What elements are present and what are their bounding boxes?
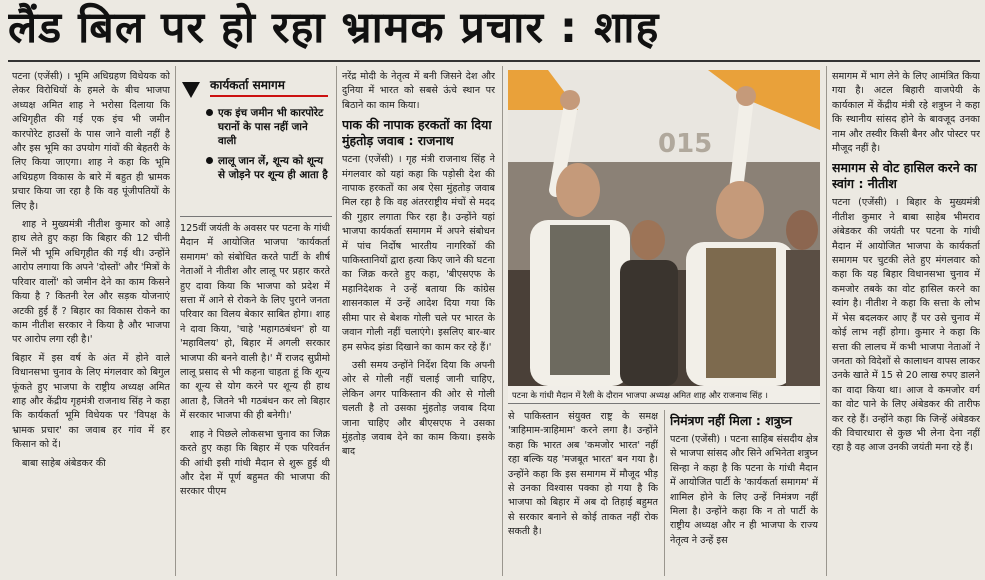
person-body [620, 260, 678, 386]
article-paragraph: बाबा साहेब अंबेडकर की [22, 457, 106, 469]
raised-hand [560, 90, 580, 110]
photo-caption: पटना के गांधी मैदान में रैली के दौरान भाजपा अध्यक्ष अमित शाह और राजनाथ सिंह । [508, 386, 820, 404]
article-paragraph: पटना (एजेंसी) । पटना साहिब संसदीय क्षेत्र से भाजपा सांसद और सिने अभिनेता शत्रुघ्न सिन्हा ने कहा है कि पटना के गांधी मैदान में आयोजित पार्टी के 'कार्यकर्ता समागम' में शामिल होने के लिए उन्हें निमंत्रण नहीं मिला है। उन्होंने कहा कि न तो पार्टी के राष्ट्रीय अध्यक्ष और न ही भाजपा के राज्य नेतृत्व ने उन्हें इस [670, 434, 818, 546]
highlight-bullet-text: एक इंच जमीन भी कारपोरेट घरानों के पास नहीं जाने वाली [218, 107, 324, 147]
vest [706, 248, 776, 378]
down-arrow-icon [182, 82, 200, 98]
banner-text: 015 [658, 129, 713, 159]
subheadline-shatrughan: निमंत्रण नहीं मिला : शत्रुघ्न [670, 413, 792, 428]
vest [550, 225, 610, 375]
highlights-title: कार्यकर्ता समागम [210, 76, 328, 97]
article-paragraph: पटना (एजेंसी) । गृह मंत्री राजनाथ सिंह ने मंगलवार को यहां कहा कि पड़ोसी देश की नापाक हरकतों का अब ऐसा मुंहतोड़ जवाब मिल रहा है कि वह अंतरराष्ट्रीय मंचों से मदद की गुहार लगाता फिर रहा है। उन्होंने यहां भाजपा कार्यकर्ता समागम में अपने संबोधन में पांच निर्दोष भारतीय नागरिकों की पाकिस्तानियों द्वारा हत्या किए जाने की घटना का जिक्र करते हुए कहा, 'बीएसएफ के महानिदेशक ने उन्हें बताया कि कांग्रेस शासनकाल में उन्हें आदेश दिया गया कि सीमा पार से बेशक गोली चले पर भारत के जवान गोली नहीं चलाएंगे। इसलिए बार-बार हम सफेद झंडा दिखाने का काम कर रहे हैं।' [342, 154, 495, 353]
article-paragraph: शाह ने मुख्यमंत्री नीतीश कुमार को आड़े हाथ लेते हुए कहा कि बिहार की 12 चीनी मिलें भी भूमि अधिगृहीत की गई थी। उन्होंने आरोप लगाया कि अपने 'दोस्तों' और 'मित्रों के परिवार वालों' को जमीन देने का काम किसने किया है ? कितनी रेल और सड़क योजनाएं अटकी हुई हैं ? बिहार का विकास रोकने का काम नीतीश सरकार ने किया है और भाजपा पर आरोप लगा रही है।' [12, 219, 170, 346]
rally-photo [508, 70, 820, 386]
bullet-dot-icon [206, 109, 213, 116]
article-column-6 [832, 70, 980, 575]
column-divider [336, 66, 337, 576]
article-paragraph: से पाकिस्तान संयुक्त राष्ट्र के समक्ष 'त्राहिमाम-त्राहिमाम' करने लगा है। उन्होंने कहा कि भारत अब 'कमजोर भारत' नहीं रहा बल्कि यह 'मजबूत भारत' बन गया है। उन्होंने कहा कि इस समागम में मौजूद भीड़ से उनका विश्वास पक्का हो गया है कि भाजपा को बिहार में अब दो तिहाई बहुमत से सरकार बनाने से कोई ताकत नहीं रोक सकती है। [508, 411, 658, 538]
highlight-bullet [218, 154, 328, 182]
article-paragraph: शाह ने पिछले लोकसभा चुनाव का जिक्र करते हुए कहा कि बिहार में एक परिवर्तन की आंधी इसी गांधी मैदान से शुरू हुई थी और देश में पूर्ण बहुमत की भाजपा की सरकार पीएम [180, 428, 330, 498]
column-divider [175, 66, 176, 576]
article-paragraph: नरेंद्र मोदी के नेतृत्व में बनी जिसने देश और दुनिया में भारत को सबसे ऊंचे स्थान पर बिठाने का काम किया। [342, 71, 495, 111]
person-head [716, 181, 764, 239]
highlights-box [180, 66, 332, 217]
person-head [631, 220, 665, 260]
person-head [786, 210, 818, 250]
subheadline-nitish: समागम से वोट हासिल करने का स्वांग : नीतीश [832, 160, 977, 192]
person-head [556, 163, 600, 217]
headline-rule [8, 60, 980, 62]
highlight-bullet [218, 106, 328, 148]
article-column-3 [342, 70, 495, 575]
article-paragraph: 125वीं जयंती के अवसर पर पटना के गांधी मैदान में आयोजित भाजपा 'कार्यकर्ता समागम' को संबोधित करते पार्टी के शीर्ष नेताओं ने नीतीश और लालू पर प्रहार करते हुए दावा किया कि भाजपा को प्रदेश में सत्ता में आने से रोकने के लिए पुराने जनता परिवार का विलय बेकार साबित होगा। शाह ने दावा किया, 'चाहे 'महागठबंधन' हो या 'महाविलय' हो, बिहार में अगली सरकार भाजपा की बनने वाली है।' मैं राजद सुप्रीमो लालू प्रसाद से भी कहना चाहता हूं कि शून्य का शून्य से योग करने पर शून्य ही हाथ आता है, जितने भी गठबंधन कर लो बिहार में सरकार भाजपा की ही बनेगी।' [180, 223, 330, 422]
raised-arm [736, 106, 746, 190]
article-paragraph: समागम में भाग लेने के लिए आमंत्रित किया गया है। अटल बिहारी वाजपेयी के कार्यकाल में केंद्रीय मंत्री रहे शत्रुघ्न ने कहा कि स्थानीय सांसद होने के बावजूद उनका नाम और तस्वीर किसी बैनर और पोस्टर पर मौजूद नहीं है। [832, 71, 980, 155]
article-column-5 [670, 410, 818, 575]
article-column-1 [12, 70, 170, 575]
article-paragraph: बिहार में इस वर्ष के अंत में होने वाले विधानसभा चुनाव के लिए मंगलवार को बिगुल फूंकते हुए भाजपा के राष्ट्रीय अध्यक्ष अमित शाह और केंद्रीय गृहमंत्री राजनाथ सिंह ने कहा कि कार्यकर्ता भूमि विधेयक पर 'विपक्ष के भ्रामक प्रचार' का जवाब हर गांव में हर किसान को दें। [12, 352, 170, 451]
subheadline-rajnath: पाक की नापाक हरकतों का दिया मुंहतोड़ जवाब : राजनाथ [342, 117, 492, 149]
raised-hand [736, 86, 756, 106]
column-divider [502, 66, 503, 576]
highlight-bullet-text: लालू जान लें, शून्य को शून्य से जोड़ने पर शून्य ही आता है [218, 155, 328, 181]
rally-photo-illustration [508, 70, 820, 386]
article-paragraph: उसी समय उन्होंने निर्देश दिया कि अपनी ओर से गोली नहीं चलाई जानी चाहिए, लेकिन अगर पाकिस्तान की ओर से गोली चलती है तो उसका मुंहतोड़ जवाब दिया जाना चाहिए और बीएसएफ ने उसका मुंहतोड़ जवाब देने का काम किया। इसके बाद [342, 359, 495, 458]
article-paragraph: पटना (एजेंसी) । बिहार के मुख्यमंत्री नीतीश कुमार ने बाबा साहेब भीमराव अंबेडकर की जयंती पर पटना के गांधी मैदान में आयोजित भाजपा के कार्यकर्ता समागम पर चुटकी लेते हुए मंगलवार को कहा कि यह बिहार विधानसभा चुनाव में कमजोर तबके का वोट हासिल करने का स्वांग है। नीतीश ने कहा कि सत्ता के लोभ में भेस बदलकर आए हैं पर उसे चुनाव में कोई लाभ नहीं होगा। कुमार ने कहा कि सत्ता की लालच में कभी भाजपा नेताओं ने जनता को विदेशों से कालाधन वापस लाकर उनके खाते में 15 से 20 लाख रुपए डालने का वादा किया था। आज वे कमजोर वर्ग का वोट पाने के लिए अंबेडकर की तारीफ कर रहे हैं। उन्होंने कहा कि जिन्हें अंबेडकर की विचारधारा से कुछ भी लेना देना नहीं रहा है वह आज उनकी जयंती मना रहे हैं। [832, 197, 980, 454]
column-divider [826, 66, 827, 576]
article-column-4 [508, 410, 658, 575]
person-body [786, 250, 820, 386]
headline: लैंड बिल पर हो रहा भ्रामक प्रचार : शाह [8, 3, 660, 53]
bullet-dot-icon [206, 157, 213, 164]
column-divider [664, 410, 665, 576]
article-column-2 [180, 222, 330, 575]
article-paragraph: पटना (एजेंसी) । भूमि अधिग्रहण विधेयक को लेकर विरोधियों के हमले के बीच भाजपा अध्यक्ष अमित शाह ने भरोसा दिलाया कि अधिगृहीत की गई एक इंच भी जमीन कारपोरेट हाउसों के पास जाने वाली नहीं है और इस भूमि का उपयोग गांवों की बेहतरी के लिए किया जाएगा। शाह ने कहा कि भूमि अधिग्रहण विकास के बारे में बहुत ही भ्रामक प्रचार किया जा रहा है कि वह पूंजीपतियों के लिए है। [12, 71, 170, 212]
